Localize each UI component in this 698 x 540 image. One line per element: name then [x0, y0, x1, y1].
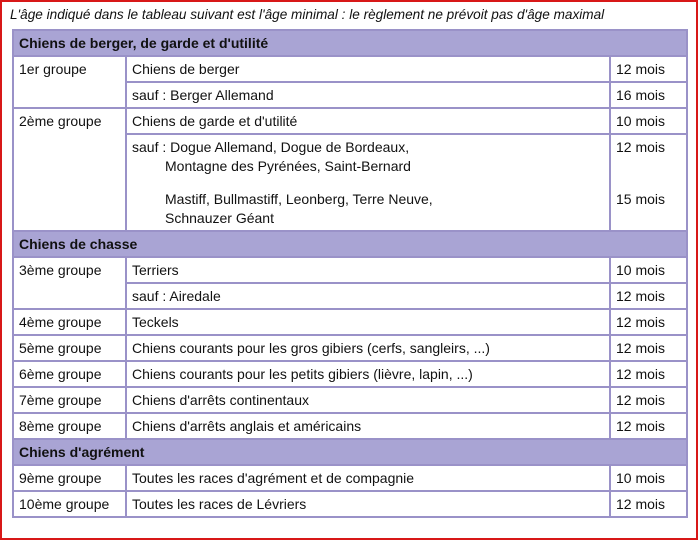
- breed-description: Teckels: [126, 309, 610, 335]
- breed-description: sauf : Berger Allemand: [126, 82, 610, 108]
- minimum-age: 12 mois: [610, 283, 687, 309]
- minimum-age: 10 mois: [610, 465, 687, 491]
- group-name: 7ème groupe: [13, 387, 126, 413]
- breed-description: Terriers: [126, 257, 610, 283]
- table-row: [13, 257, 687, 283]
- minimum-age: 12 mois: [610, 335, 687, 361]
- group-name: 6ème groupe: [13, 361, 126, 387]
- table-row: [13, 108, 687, 134]
- line-gap: [616, 176, 681, 190]
- age-value: 12 mois: [616, 139, 666, 155]
- breed-description: Toutes les races d'agrément et de compagnie: [126, 465, 610, 491]
- section-row: [13, 231, 687, 257]
- minimum-age: 10 mois: [610, 108, 687, 134]
- minimum-age: 10 mois: [610, 257, 687, 283]
- table-row: [13, 56, 687, 82]
- spacer: [616, 157, 681, 176]
- exception-line: Dogue Allemand, Dogue de Bordeaux,: [170, 139, 410, 155]
- table-row: [13, 413, 687, 439]
- breed-description: sauf : Airedale: [126, 283, 610, 309]
- minimum-age: 16 mois: [610, 82, 687, 108]
- exception-line: Schnauzer Géant: [165, 210, 274, 226]
- minimum-age: 12 mois: [610, 361, 687, 387]
- breed-description: Chiens de garde et d'utilité: [126, 108, 610, 134]
- breed-description: Chiens d'arrêts continentaux: [126, 387, 610, 413]
- section-row: [13, 30, 687, 56]
- exception-prefix: sauf :: [132, 139, 171, 155]
- table-row: [13, 465, 687, 491]
- group-name: 3ème groupe: [13, 257, 126, 309]
- table-row: [13, 361, 687, 387]
- section-title: Chiens d'agrément: [13, 439, 687, 465]
- minimum-age: 12 mois: [610, 56, 687, 82]
- breed-description: Toutes les races de Lévriers: [126, 491, 610, 517]
- group-name: 10ème groupe: [13, 491, 126, 517]
- minimum-age: [610, 134, 687, 231]
- group-name: 4ème groupe: [13, 309, 126, 335]
- table-row: [13, 491, 687, 517]
- group-name: 2ème groupe: [13, 108, 126, 231]
- breed-description: Chiens courants pour les gros gibiers (cerfs, sangleirs, ...): [126, 335, 610, 361]
- breed-description: Chiens de berger: [126, 56, 610, 82]
- minimum-age: 12 mois: [610, 387, 687, 413]
- exception-line: Mastiff, Bullmastiff, Leonberg, Terre Neuve,: [165, 191, 433, 207]
- group-name: 8ème groupe: [13, 413, 126, 439]
- table-row: [13, 309, 687, 335]
- section-row: [13, 439, 687, 465]
- table-row: [13, 387, 687, 413]
- section-title: Chiens de berger, de garde et d'utilité: [13, 30, 687, 56]
- minimum-age-table: [12, 29, 688, 518]
- minimum-age: 12 mois: [610, 491, 687, 517]
- exception-line: Montagne des Pyrénées, Saint-Bernard: [165, 158, 411, 174]
- minimum-age: 12 mois: [610, 413, 687, 439]
- group-name: 9ème groupe: [13, 465, 126, 491]
- group-name: 5ème groupe: [13, 335, 126, 361]
- line-gap: [132, 176, 604, 190]
- section-title: Chiens de chasse: [13, 231, 687, 257]
- breed-description: Chiens courants pour les petits gibiers (lièvre, lapin, ...): [126, 361, 610, 387]
- breed-description: Chiens d'arrêts anglais et américains: [126, 413, 610, 439]
- table-caption: L'âge indiqué dans le tableau suivant est l'âge minimal : le règlement ne prévoit pas d'âge maximal: [10, 7, 605, 22]
- breed-description: [126, 134, 610, 231]
- table-row: [13, 335, 687, 361]
- minimum-age: 12 mois: [610, 309, 687, 335]
- age-value: 15 mois: [616, 191, 666, 207]
- group-name: 1er groupe: [13, 56, 126, 108]
